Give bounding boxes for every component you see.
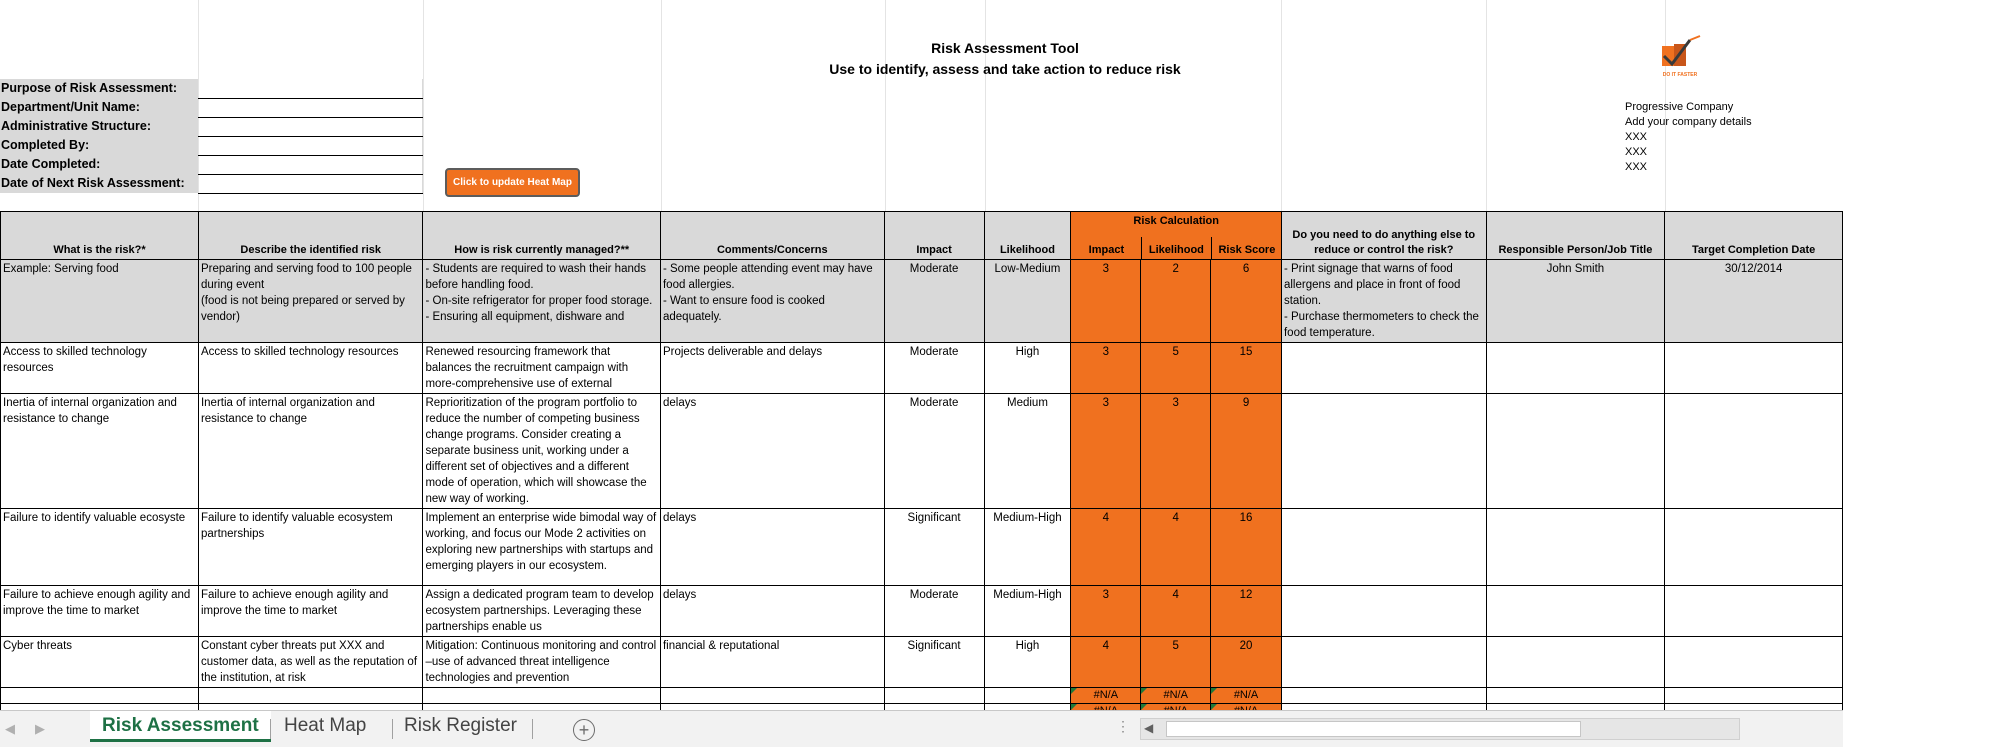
cell-comments[interactable]: delays [660,509,884,586]
column-header-risk-score: Risk Score [1218,244,1276,256]
company-line: Progressive Company [1625,101,1734,113]
cell-managed[interactable]: Renewed resourcing framework that balances the recruitment campaign with more-comprehensive use of external [423,343,661,394]
gridline [1281,0,1282,212]
column-header-impact-score: Impact [1088,244,1125,256]
company-line: XXX [1625,146,1648,158]
cell-likelihood-score[interactable]: 4 [1141,586,1211,637]
cell-describe[interactable]: Preparing and serving food to 100 people during event (food is not being prepared or served by vendor) [198,260,423,343]
cell-risk-score[interactable] [1211,688,1282,704]
cell-impact-score[interactable] [1071,688,1141,704]
cell-likelihood-score[interactable]: 5 [1141,343,1211,394]
risk-calculation-header[interactable] [1071,212,1282,260]
cell-likelihood-score[interactable]: 2 [1141,260,1211,343]
cell-target-date[interactable] [1665,394,1843,509]
cell-empty[interactable] [984,688,1071,704]
cell-empty[interactable] [1,688,199,704]
field-value-completed-by[interactable] [198,155,423,156]
cell-likelihood-score-value: #N/A [1163,689,1188,701]
cell-impact[interactable]: Moderate [884,260,984,343]
cell-responsible[interactable] [1486,509,1665,586]
column-header-likelihood[interactable]: Likelihood [984,212,1071,260]
field-label-next-date: Date of Next Risk Assessment: [1,176,185,190]
cell-describe[interactable]: Access to skilled technology resources [198,343,423,394]
cell-comments[interactable]: delays [660,586,884,637]
tab-separator [270,719,271,739]
tab-heat-map[interactable]: Heat Map [284,715,367,736]
table-row [1,394,1843,509]
company-details [1625,100,1752,175]
error-indicator [1071,688,1077,694]
table-row [1,637,1843,688]
field-label-purpose: Purpose of Risk Assessment: [1,81,177,95]
cell-comments[interactable]: - Some people attending event may have food allergies. - Want to ensure food is cooked adequately. [660,260,884,343]
sheet-tab-bar [0,710,1843,747]
column-header-impact[interactable]: Impact [884,212,984,260]
error-indicator [1211,688,1217,694]
cell-managed[interactable]: Assign a dedicated program team to develop ecosystem partnerships. Leveraging these partnerships enable us [423,586,661,637]
tab-separator [532,719,533,739]
cell-further-action[interactable] [1281,394,1486,509]
horizontal-scrollbar[interactable] [1140,718,1740,740]
cell-empty[interactable] [1486,688,1665,704]
field-value-date-completed[interactable] [198,174,423,175]
cell-likelihood-score[interactable]: 5 [1141,637,1211,688]
scroll-tabs-right-icon[interactable]: ▶ [35,721,45,736]
column-header-managed[interactable]: How is risk currently managed?** [423,212,661,260]
cell-impact-score[interactable]: 3 [1071,586,1141,637]
column-header-responsible[interactable]: Responsible Person/Job Title [1486,212,1665,260]
cell-impact-score[interactable]: 3 [1071,394,1141,509]
cell-managed[interactable]: Reprioritization of the program portfolio to reduce the number of competing business change programs. Consider creating a separate business unit, working under a different set of objectives and a different mode of operation, which will showcase the new way of working. [423,394,661,509]
cell-impact[interactable]: Moderate [884,586,984,637]
cell-further-action[interactable] [1281,637,1486,688]
cell-likelihood[interactable]: Low-Medium [984,260,1071,343]
cell-likelihood[interactable]: Medium [984,394,1071,509]
cell-risk-score[interactable]: 6 [1211,260,1282,343]
cell-likelihood[interactable]: High [984,343,1071,394]
column-header-further-action[interactable]: Do you need to do anything else to reduce or control the risk? [1281,212,1486,260]
tab-risk-register[interactable]: Risk Register [404,715,517,736]
table-row [1,343,1843,394]
cell-risk[interactable]: Cyber threats [1,637,199,688]
field-label-completed-by: Completed By: [1,138,90,152]
cell-risk[interactable]: Failure to achieve enough agility and improve the time to market [1,586,199,637]
cell-further-action[interactable]: - Print signage that warns of food allergens and place in front of food station. - Purchase thermometers to check the food temperature. [1281,260,1486,343]
field-value-department[interactable] [198,117,423,118]
cell-target-date[interactable] [1665,637,1843,688]
cell-risk[interactable]: Example: Serving food [1,260,199,343]
add-sheet-icon[interactable]: + [573,719,595,741]
cell-comments[interactable]: Projects deliverable and delays [660,343,884,394]
gridline [661,0,662,212]
cell-risk-score[interactable]: 12 [1211,586,1282,637]
gridline [1486,0,1487,212]
tab-risk-assessment[interactable]: Risk Assessment [90,711,271,742]
page-subtitle: Use to identify, assess and take action to reduce risk [829,61,1181,77]
cell-impact[interactable]: Significant [884,509,984,586]
cell-target-date[interactable]: 30/12/2014 [1665,260,1843,343]
cell-risk-score[interactable]: 20 [1211,637,1282,688]
cell-impact[interactable]: Moderate [884,394,984,509]
table-row-empty [1,688,1843,704]
logo-text: DO IT FASTER [1662,72,1698,78]
risk-calculation-title: Risk Calculation [1133,215,1219,227]
cell-risk[interactable]: Inertia of internal organization and resistance to change [1,394,199,509]
cell-responsible[interactable] [1486,343,1665,394]
cell-impact[interactable]: Moderate [884,343,984,394]
table-row [1,509,1843,586]
column-header-describe[interactable]: Describe the identified risk [198,212,423,260]
cell-impact-score[interactable]: 3 [1071,343,1141,394]
cell-describe[interactable]: Inertia of internal organization and resistance to change [198,394,423,509]
cell-risk-score[interactable]: 16 [1211,509,1282,586]
company-line: XXX [1625,161,1648,173]
cell-likelihood[interactable]: Medium-High [984,509,1071,586]
cell-risk-score[interactable]: 9 [1211,394,1282,509]
cell-describe[interactable]: Constant cyber threats put XXX and customer data, as well as the reputation of the institution, at risk [198,637,423,688]
cell-likelihood-score[interactable] [1141,688,1211,704]
field-label-structure: Administrative Structure: [1,119,152,133]
column-header-likelihood-score: Likelihood [1148,244,1204,256]
cell-impact-score-value: #N/A [1093,689,1119,701]
cell-further-action[interactable] [1281,586,1486,637]
cell-further-action[interactable] [1281,509,1486,586]
cell-risk[interactable]: Access to skilled technology resources [1,343,199,394]
more-options-icon[interactable]: ⋮ [1116,718,1129,734]
cell-managed[interactable]: - Students are required to wash their hands before handling food. - On-site refrigerator for proper food storage. - Ensuring all equipment, dishware and [423,260,661,343]
cell-risk-score[interactable]: 15 [1211,343,1282,394]
assessment-details-labels [0,79,198,193]
cell-likelihood[interactable]: High [984,637,1071,688]
table-row [1,586,1843,637]
scroll-left-icon[interactable]: ◀ [1144,721,1154,735]
cell-empty[interactable] [660,688,884,704]
cell-managed[interactable]: Mitigation: Continuous monitoring and control –use of advanced threat intelligence technologies and prevention [423,637,661,688]
field-value-structure[interactable] [198,136,423,137]
scroll-tabs-left-icon[interactable]: ◀ [5,721,15,736]
cell-describe[interactable]: Failure to identify valuable ecosystem partnerships [198,509,423,586]
cell-describe[interactable]: Failure to achieve enough agility and improve the time to market [198,586,423,637]
table-row [1,260,1843,343]
company-line: XXX [1625,131,1648,143]
cell-likelihood[interactable]: Medium-High [984,586,1071,637]
cell-comments[interactable]: financial & reputational [660,637,884,688]
gridline [885,0,886,212]
cell-responsible[interactable] [1486,586,1665,637]
gridline [985,0,986,212]
cell-empty[interactable] [884,688,984,704]
field-value-next-date[interactable] [198,193,423,194]
column-header-target-date[interactable]: Target Completion Date [1665,212,1843,260]
cell-target-date[interactable] [1665,509,1843,586]
scrollbar-thumb[interactable] [1166,721,1581,737]
cell-empty[interactable] [1281,688,1486,704]
field-value-purpose[interactable] [198,98,423,99]
column-header-risk[interactable]: What is the risk?* [1,212,199,260]
cell-risk-score-value: #N/A [1233,689,1259,701]
column-header-comments[interactable]: Comments/Concerns [660,212,884,260]
field-label-date-completed: Date Completed: [1,157,101,171]
cell-likelihood-score[interactable]: 3 [1141,394,1211,509]
field-label-department: Department/Unit Name: [1,100,140,114]
cell-comments[interactable]: delays [660,394,884,509]
cell-risk[interactable]: Failure to identify valuable ecosyste [1,509,199,586]
cell-impact-score[interactable]: 3 [1071,260,1141,343]
cell-likelihood-score[interactable]: 4 [1141,509,1211,586]
cell-impact[interactable]: Significant [884,637,984,688]
company-logo [1650,34,1710,80]
update-heat-map-button[interactable]: Click to update Heat Map [445,168,580,197]
risk-table [0,211,1843,736]
cell-responsible[interactable]: John Smith [1486,260,1665,343]
cell-managed[interactable]: Implement an enterprise wide bimodal way of working, and focus our Mode 2 activities on exploring new partnerships with startups and emerging players in our ecosystem. [423,509,661,586]
error-indicator [1141,688,1147,694]
cell-further-action[interactable] [1281,343,1486,394]
cell-impact-score[interactable]: 4 [1071,509,1141,586]
cell-impact-score[interactable]: 4 [1071,637,1141,688]
company-line: Add your company details [1625,116,1752,128]
cell-responsible[interactable] [1486,637,1665,688]
cell-target-date[interactable] [1665,343,1843,394]
cell-target-date[interactable] [1665,586,1843,637]
gridline [423,0,424,212]
cell-empty[interactable] [423,688,661,704]
cell-empty[interactable] [1665,688,1843,704]
cell-empty[interactable] [198,688,423,704]
page-title: Risk Assessment Tool [931,40,1079,56]
cell-responsible[interactable] [1486,394,1665,509]
